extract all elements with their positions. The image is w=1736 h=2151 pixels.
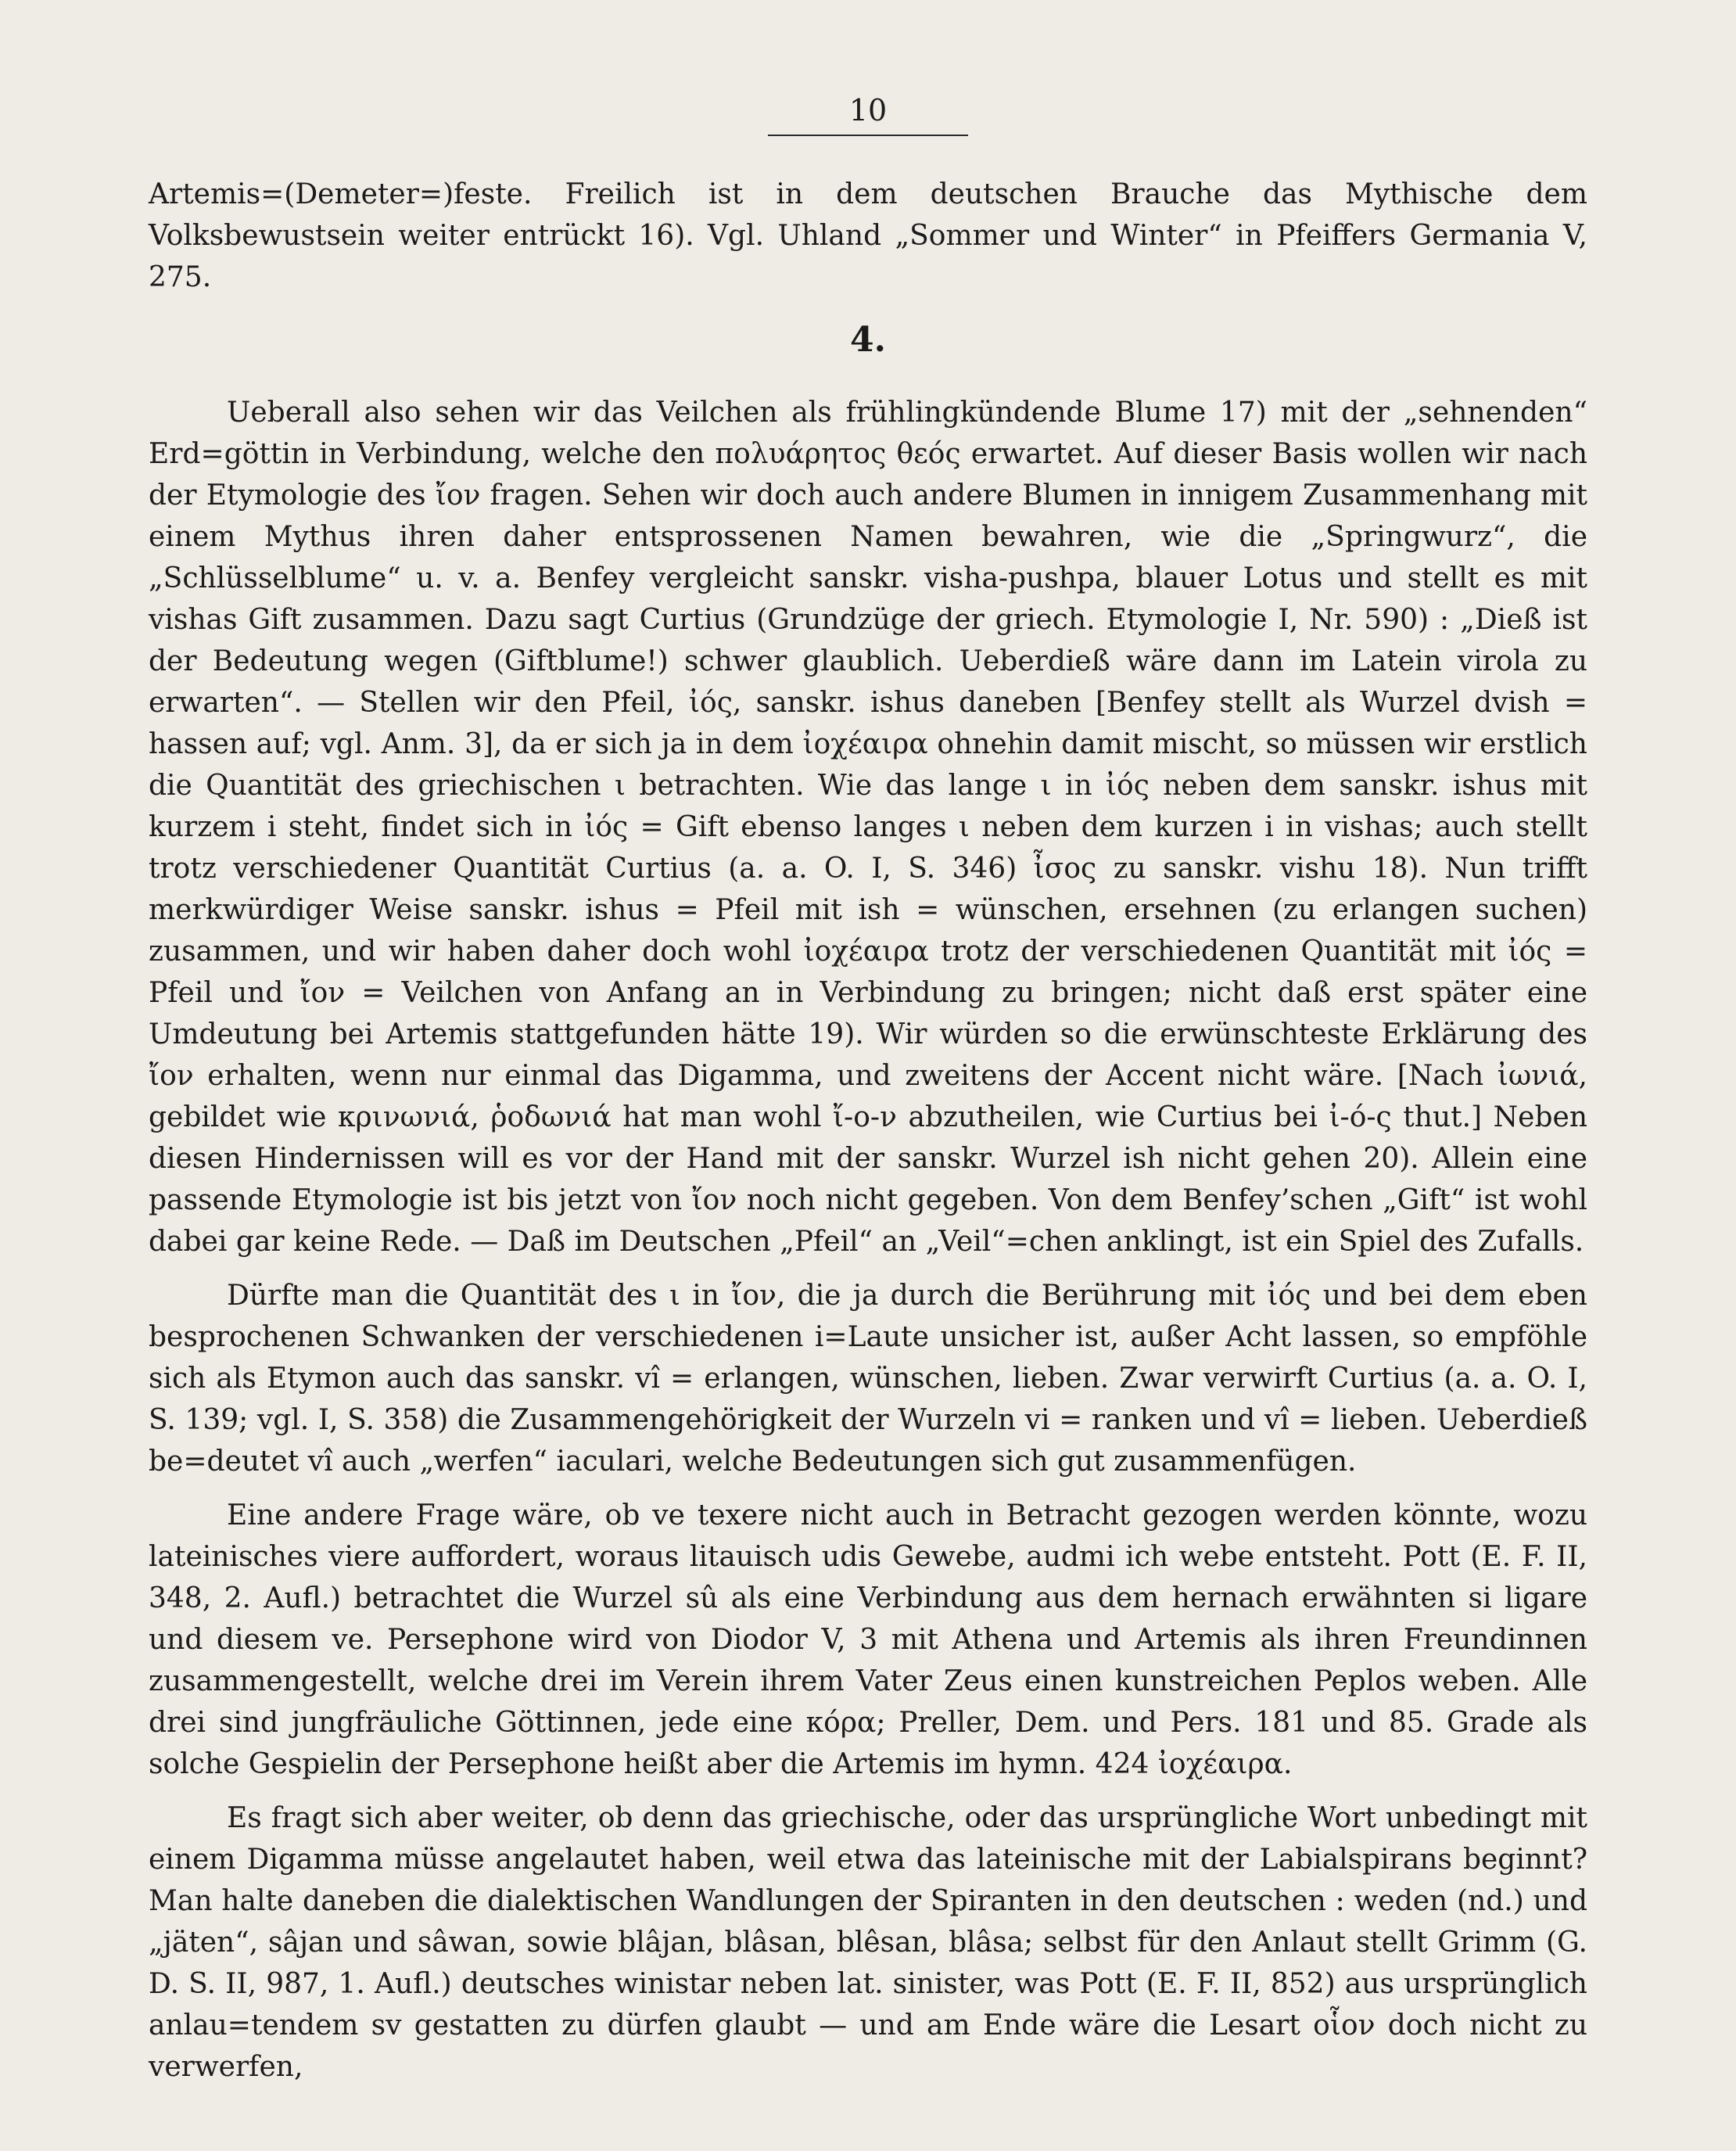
paragraph-digamma: Es fragt sich aber weiter, ob denn das griechische, oder das ursprüngliche Wort unbedingt mit einem Digamma müsse angelautet haben, weil etwa das lateinische mit der Labialspirans beginnt? Man halte daneben die dialektischen Wandlungen der Spiranten in den deutschen : weden (nd.) und „jäten“, sâjan und sâwan, sowie blâjan, blâsan, blêsan, blâsa; selbst für den Anlaut stellt Grimm (G. D. S. II, 987, 1. Aufl.) deutsches winistar neben lat. sinister, was Pott (E. F. II, 852) aus ursprünglich anlau=tendem sv gestatten zu dürfen glaubt — und am Ende wäre die Lesart οἷον doch nicht zu verwerfen,: [149, 1802, 1587, 2083]
header-rule: [768, 135, 968, 136]
paragraph-texere: Eine andere Frage wäre, ob ve texere nicht auch in Betracht gezogen werden könnte, wozu lateinisches viere auffordert, woraus litauisch udis Gewebe, audmi ich webe entsteht. Pott (E. F. II, 348, 2. Aufl.) betrachtet die Wurzel sû als eine Verbindung aus dem hernach erwähnten si ligare und diesem ve. Persephone wird von Diodor V, 3 mit Athena und Artemis als ihren Freundinnen zusammengestellt, welche drei im Verein ihrem Vater Zeus einen kunstreichen Peplos weben. Alle drei sind jungfräuliche Göttinnen, jede eine κόρα; Preller, Dem. und Pers. 181 und 85. Grade als solche Gespielin der Persephone heißt aber die Artemis im hymn. 424 ἰοχέαιρα.: [149, 1499, 1587, 1780]
paragraph-continued: Artemis=(Demeter=)feste. Freilich ist in dem deutschen Brauche das Mythische dem Volksbewustsein weiter entrückt 16). Vgl. Uhland „Sommer und Winter“ in Pfeiffers Germania V, 275.: [149, 178, 1587, 293]
paragraph-etymology: Ueberall also sehen wir das Veilchen als frühlingkündende Blume 17) mit der „sehnenden“ Erd=göttin in Verbindung, welche den πολυάρητος θεός erwartet. Auf dieser Basis wollen wir nach der Etymologie des ἴον fragen. Sehen wir doch auch andere Blumen in innigem Zusammenhang mit einem Mythus ihren daher entsprossenen Namen bewahren, wie die „Springwurz“, die „Schlüsselblume“ u. v. a. Benfey vergleicht sanskr. visha-pushpa, blauer Lotus und stellt es mit vishas Gift zusammen. Dazu sagt Curtius (Grundzüge der griech. Etymologie I, Nr. 590) : „Dieß ist der Bedeutung wegen (Giftblume!) schwer glaublich. Ueberdieß wäre dann im Latein virola zu erwarten“. — Stellen wir den Pfeil, ἰός, sanskr. ishus daneben [Benfey stellt als Wurzel dvish = hassen auf; vgl. Anm. 3], da er sich ja in dem ἰοχέαιρα ohnehin damit mischt, so müssen wir erstlich die Quantität des griechischen ι betrachten. Wie das lange ι in ἰός neben dem sanskr. ishus mit kurzem i steht, findet sich in ἰός = Gift ebenso langes ι neben dem kurzen i in vishas; auch stellt trotz verschiedener Quantität Curtius (a. a. O. I, S. 346) ἶσος zu sanskr. vishu 18). Nun trifft merkwürdiger Weise sanskr. ishus = Pfeil mit ish = wünschen, ersehnen (zu erlangen suchen) zusammen, und wir haben daher doch wohl ἰοχέαιρα trotz der verschiedenen Quantität mit ἰός = Pfeil und ἴον = Veilchen von Anfang an in Verbindung zu bringen; nicht daß erst später eine Umdeutung bei Artemis stattgefunden hätte 19). Wir würden so die erwünschteste Erklärung des ἴον erhalten, wenn nur einmal das Digamma, und zweitens der Accent nicht wäre. [Nach ἰωνιά, gebildet wie κρινωνιά, ῥοδωνιά hat man wohl ἴ-ο-ν abzutheilen, wie Curtius bei ἰ-ό-ς thut.] Neben diesen Hindernissen will es vor der Hand mit der sanskr. Wurzel ish nicht gehen 20). Allein eine passende Etymologie ist bis jetzt von ἴον noch nicht gegeben. Von dem Benfey’schen „Gift“ ist wohl dabei gar keine Rede. — Daß im Deutschen „Pfeil“ an „Veil“=chen anklingt, ist ein Spiel des Zufalls.: [149, 397, 1587, 1258]
paragraph-quantity: Dürfte man die Quantität des ι in ἴον, die ja durch die Berührung mit ἰός und bei dem eben besprochenen Schwanken der verschiedenen i=Laute unsicher ist, außer Acht lassen, so empföhle sich als Etymon auch das sanskr. vî = erlangen, wünschen, lieben. Zwar verwirft Curtius (a. a. O. I, S. 139; vgl. I, S. 358) die Zusammengehörigkeit der Wurzeln vi = ranken und vî = lieben. Ueberdieß be=deutet vî auch „werfen“ iaculari, welche Bedeutungen sich gut zusammenfügen.: [149, 1280, 1587, 1478]
page-number: 10: [848, 93, 888, 127]
section-number: 4.: [850, 320, 886, 360]
